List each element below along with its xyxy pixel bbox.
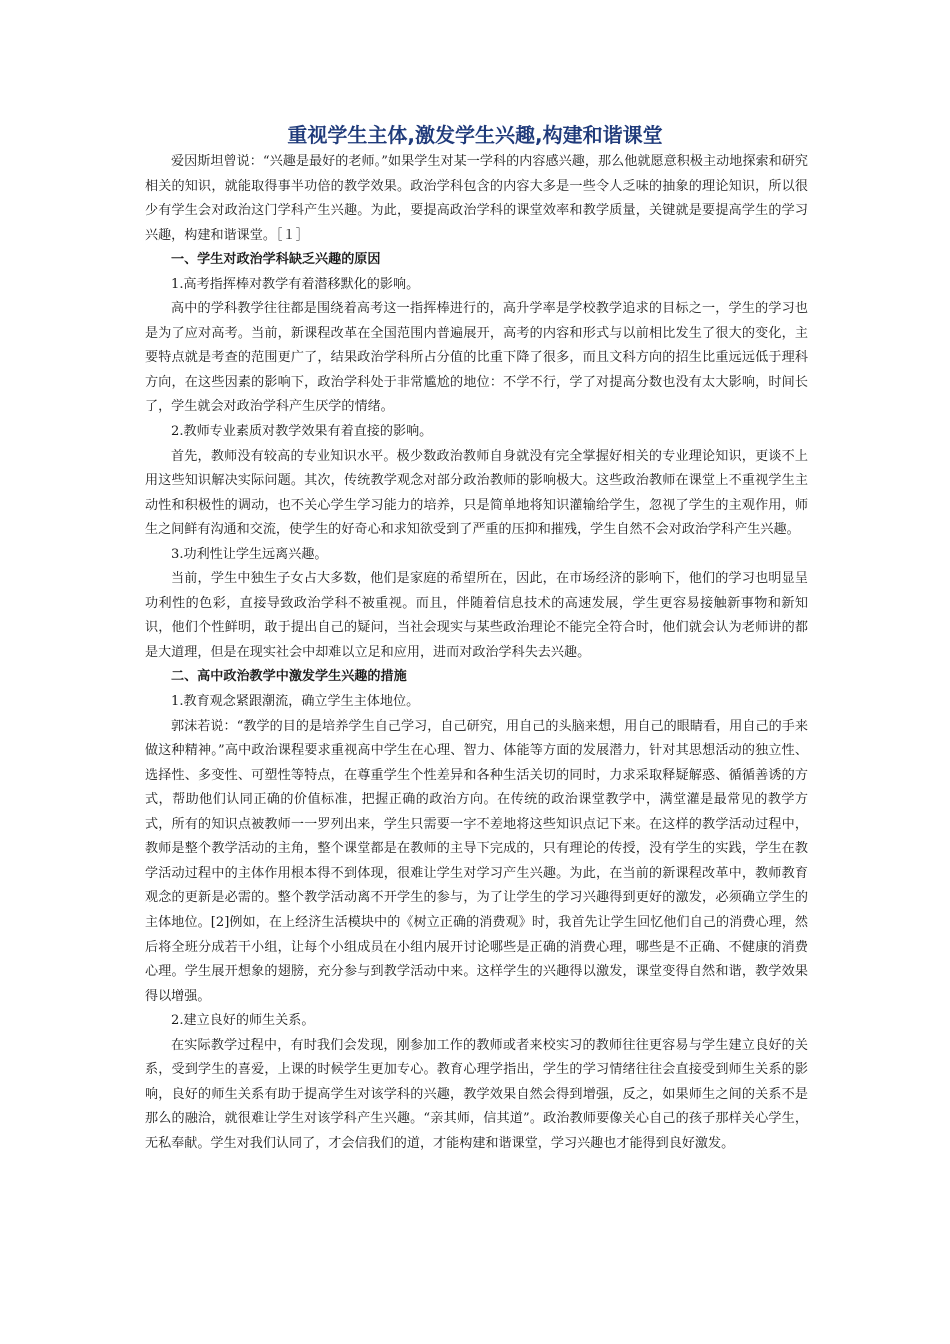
body-paragraph: 郭沫若说：“教学的目的是培养学生自己学习，自己研究，用自己的头脑来想，用自己的眼睛看，用自己的手来做这种精神。”高中政治课程要求重视高中学生在心理、智力、体能等方面的发展潜力，针对其思想活动的独立性、选择性、多变性、可塑性等特点，在尊重学生个性差异和各种生活关切的同时，力求采取释疑解惑、循循善诱的方式，帮助他们认同正确的价值标准，把握正确的政治方向。在传统的政治课堂教学中，满堂灌是最常见的教学方式，所有的知识点被教师一一罗列出来，学生只需要一字不差地将这些知识点记下来。在这样的教学活动过程中，教师是整个教学活动的主角，整个课堂都是在教师的主导下完成的，只有理论的传授，没有学生的实践，学生在教学活动过程中的主体作用根本得不到体现，很难让学生对学习产生兴趣。为此，在当前的新课程改革中，教师教育观念的更新是必需的。整个教学活动离不开学生的参与，为了让学生的学习兴趣得到更好的激发，必须确立学生的主体地位。[2]例如，在上经济生活模块中的《树立正确的消费观》时，我首先让学生回忆他们自己的消费心理，然后将全班分成若干小组，让每个小组成员在小组内展开讨论哪些是正确的消费心理，哪些是不正确、不健康的消费心理。学生展开想象的翅膀，充分参与到教学活动中来。这样学生的兴趣得以激发，课堂变得自然和谐，教学效果得以增强。 bbox=[145, 718, 808, 1004]
subheading-1-2: 2.教师专业素质对教学效果有着直接的影响。 bbox=[171, 424, 433, 440]
document-title: 重视学生主体,激发学生兴趣,构建和谐课堂 bbox=[287, 123, 663, 147]
document-body bbox=[145, 150, 808, 1156]
section-heading-2: 二、高中政治教学中激发学生兴趣的措施 bbox=[171, 669, 407, 685]
body-paragraph: 高中的学科教学往往都是围绕着高考这一指挥棒进行的，高升学率是学校教学追求的目标之一，学生的学习也是为了应对高考。当前，新课程改革在全国范围内普遍展开，高考的内容和形式与以前相比发生了很大的变化，主要特点就是考查的范围更广了，结果政治学科所占分值的比重下降了很多，而且文科方向的招生比重远远低于理科方向，在这些因素的影响下，政治学科处于非常尴尬的地位：不学不行，学了对提高分数也没有太大影响，时间长了，学生就会对政治学科产生厌学的情绪。 bbox=[145, 301, 808, 415]
intro-paragraph: 爱因斯坦曾说：“兴趣是最好的老师。”如果学生对某一学科的内容感兴趣，那么他就愿意积极主动地探索和研究相关的知识，就能取得事半功倍的教学效果。政治学科包含的内容大多是一些令人乏味的抽象的理论知识，所以很少有学生会对政治这门学科产生兴趣。为此，要提高政治学科的课堂效率和教学质量，关键就是要提高学生的学习兴趣，构建和谐课堂。［１］ bbox=[145, 154, 808, 243]
subheading-1-3: 3.功利性让学生远离兴趣。 bbox=[171, 546, 328, 562]
section-heading-1: 一、学生对政治学科缺乏兴趣的原因 bbox=[171, 252, 381, 268]
body-paragraph: 首先，教师没有较高的专业知识水平。极少数政治教师自身就没有完全掌握好相关的专业理论知识，更谈不上用这些知识解决实际问题。其次，传统教学观念对部分政治教师的影响极大。这些政治教师在课堂上不重视学生主动性和积极性的调动，也不关心学生学习能力的培养，只是简单地将知识灌输给学生，忽视了学生的主观作用，师生之间鲜有沟通和交流，使学生的好奇心和求知欲受到了严重的压抑和摧残，学生自然不会对政治学科产生兴趣。 bbox=[145, 448, 808, 538]
body-paragraph: 当前，学生中独生子女占大多数，他们是家庭的希望所在，因此，在市场经济的影响下，他们的学习也明显呈功利性的色彩，直接导致政治学科不被重视。而且，伴随着信息技术的高速发展，学生更容易接触新事物和新知识，他们个性鲜明，敢于提出自己的疑问，当社会现实与某些政治理论不能完全符合时，他们就会认为老师讲的都是大道理，但是在现实社会中却难以立足和应用，进而对政治学科失去兴趣。 bbox=[145, 571, 808, 660]
subheading-2-2: 2.建立良好的师生关系。 bbox=[171, 1013, 315, 1029]
subheading-1-1: 1.高考指挥棒对教学有着潜移默化的影响。 bbox=[171, 276, 420, 292]
body-paragraph: 在实际教学过程中，有时我们会发现，刚参加工作的教师或者来校实习的教师往往更容易与学生建立良好的关系，受到学生的喜爱，上课的时候学生更加专心。教育心理学指出，学生的学习情绪往往会直接受到师生关系的影响，良好的师生关系有助于提高学生对该学科的兴趣，教学效果自然会得到增强，反之，如果师生之间的关系不是那么的融洽，就很难让学生对该学科产生兴趣。“亲其师，信其道”。政治教师要像关心自己的孩子那样关心学生，无私奉献。学生对我们认同了，才会信我们的道，才能构建和谐课堂，学习兴趣也才能得到良好激发。 bbox=[145, 1037, 808, 1151]
subheading-2-1: 1.教育观念紧跟潮流，确立学生主体地位。 bbox=[171, 694, 420, 710]
